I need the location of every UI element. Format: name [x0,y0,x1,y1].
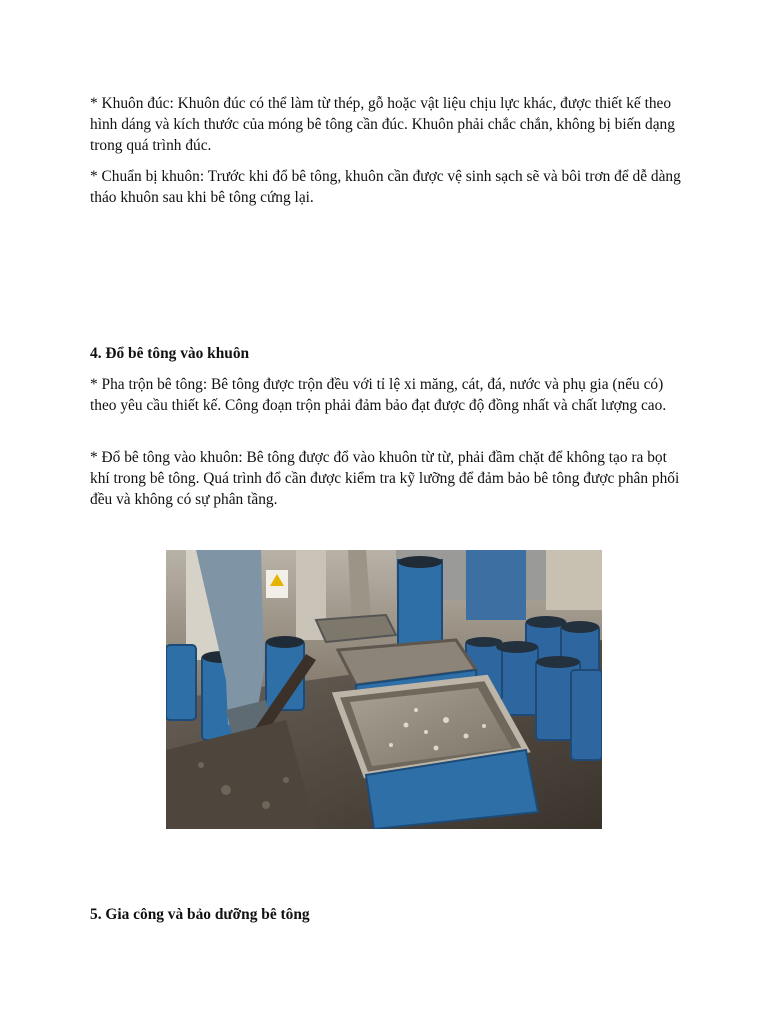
section-heading-4: 4. Đổ bê tông vào khuôn [90,345,250,362]
paragraph-khuon-duc: * Khuôn đúc: Khuôn đúc có thể làm từ thép, gỗ hoặc vật liệu chịu lực khác, được thiết kế theo hình dáng và kích thước của móng bê tông cần đúc. Khuôn phải chắc chắn, không bị biến dạng trong quá trình đúc. [90,95,675,154]
paragraph-chuan-bi-khuon: * Chuẩn bị khuôn: Trước khi đổ bê tông, khuôn cần được vệ sinh sạch sẽ và bôi trơn để dễ dàng tháo khuôn sau khi bê tông cứng lại. [90,168,681,206]
concrete-pouring-photo [166,550,602,829]
section-heading-5: 5. Gia công và bảo dưỡng bê tông [90,906,310,923]
paragraph-pha-tron: * Pha trộn bê tông: Bê tông được trộn đều với tỉ lệ xi măng, cát, đá, nước và phụ gia (nếu có) theo yêu cầu thiết kế. Công đoạn trộn phải đảm bảo đạt được độ đồng nhất và chất lượng cao. [90,376,667,414]
paragraph-do-be-tong: * Đổ bê tông vào khuôn: Bê tông được đổ vào khuôn từ từ, phải đầm chặt để không tạo ra bọt khí trong bê tông. Quá trình đổ cần được kiểm tra kỹ lưỡng để đảm bảo bê tông được phân phối đều và không có sự phân tầng. [90,449,680,508]
